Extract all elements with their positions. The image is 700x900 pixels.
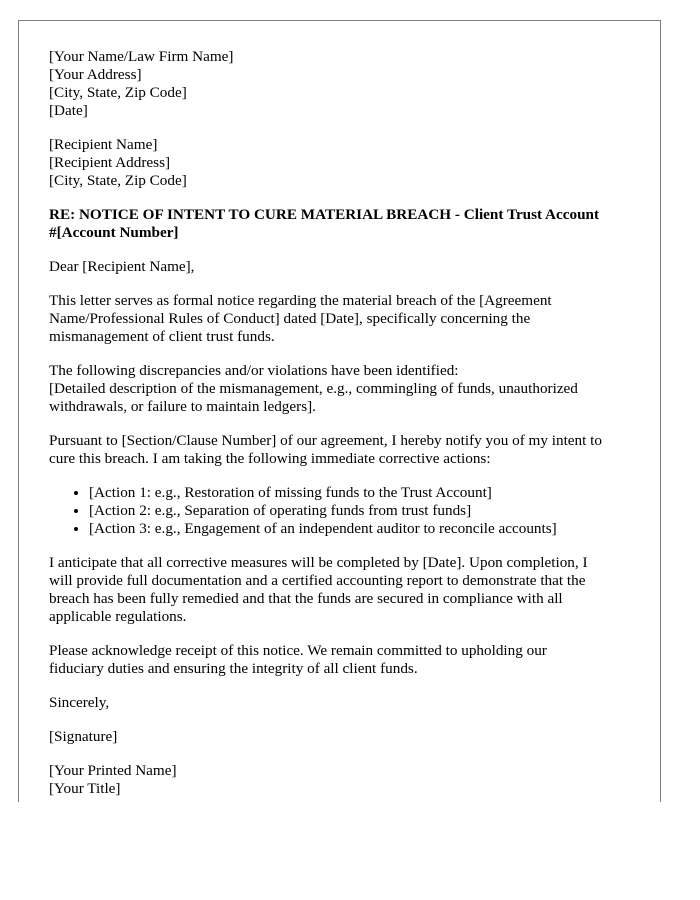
signer-block: [49, 762, 639, 798]
sender-address: [Your Address]: [49, 66, 142, 83]
paragraph-acknowledge-line-2: fiduciary duties and ensuring the integrity of all client funds.: [49, 660, 418, 677]
paragraph-acknowledge-line-1: Please acknowledge receipt of this notice. We remain committed to upholding our: [49, 642, 547, 659]
recipient-city-state-zip: [City, State, Zip Code]: [49, 172, 187, 189]
paragraph-completion-line-2: will provide full documentation and a certified accounting report to demonstrate that the: [49, 572, 586, 589]
paragraph-discrepancies-line-2: [Detailed description of the mismanagement, e.g., commingling of funds, unauthorized: [49, 380, 578, 397]
paragraph-acknowledge: [49, 642, 639, 678]
sender-block: [49, 48, 639, 120]
salutation: [49, 258, 639, 276]
subject-line-2: #[Account Number]: [49, 224, 179, 241]
sender-name: [Your Name/Law Firm Name]: [49, 48, 234, 65]
corrective-actions-list: [49, 484, 639, 538]
paragraph-discrepancies-line-1: The following discrepancies and/or violations have been identified:: [49, 362, 459, 379]
list-item: • [Action 1: e.g., Restoration of missing funds to the Trust Account]: [89, 484, 639, 502]
paragraph-notice-line-3: mismanagement of client trust funds.: [49, 328, 275, 345]
signature-placeholder: [Signature]: [49, 728, 118, 745]
paragraph-discrepancies-line-3: withdrawals, or failure to maintain ledgers].: [49, 398, 316, 415]
salutation-text: Dear [Recipient Name],: [49, 258, 195, 275]
paragraph-intent: [49, 432, 639, 468]
paragraph-intent-line-2: cure this breach. I am taking the following immediate corrective actions:: [49, 450, 491, 467]
closing: [49, 694, 639, 712]
recipient-name: [Recipient Name]: [49, 136, 158, 153]
printed-name: [Your Printed Name]: [49, 762, 177, 779]
list-item: • [Action 2: e.g., Separation of operating funds from trust funds]: [89, 502, 639, 520]
paragraph-completion-line-4: applicable regulations.: [49, 608, 187, 625]
paragraph-completion-line-3: breach has been fully remedied and that the funds are secured in compliance with all: [49, 590, 563, 607]
letter-date: [Date]: [49, 102, 88, 119]
subject-line-1: RE: NOTICE OF INTENT TO CURE MATERIAL BREACH - Client Trust Account: [49, 206, 600, 223]
paragraph-notice: [49, 292, 639, 346]
paragraph-completion: [49, 554, 639, 626]
list-item: • [Action 3: e.g., Engagement of an independent auditor to reconcile accounts]: [89, 520, 639, 538]
letter-page: [18, 20, 661, 802]
sender-city-state-zip: [City, State, Zip Code]: [49, 84, 187, 101]
paragraph-intent-line-1: Pursuant to [Section/Clause Number] of our agreement, I hereby notify you of my intent to: [49, 432, 602, 449]
subject-line: [49, 206, 639, 242]
paragraph-discrepancies: [49, 362, 639, 416]
closing-text: Sincerely,: [49, 694, 110, 711]
signature-block: [49, 728, 639, 746]
signer-title: [Your Title]: [49, 780, 121, 797]
recipient-block: [49, 136, 639, 190]
recipient-address: [Recipient Address]: [49, 154, 171, 171]
paragraph-notice-line-2: Name/Professional Rules of Conduct] dated [Date], specifically concerning the: [49, 310, 531, 327]
paragraph-notice-line-1: This letter serves as formal notice regarding the material breach of the [Agreement: [49, 292, 552, 309]
paragraph-completion-line-1: I anticipate that all corrective measures will be completed by [Date]. Upon completion, I: [49, 554, 588, 571]
letter-body: [49, 48, 639, 802]
